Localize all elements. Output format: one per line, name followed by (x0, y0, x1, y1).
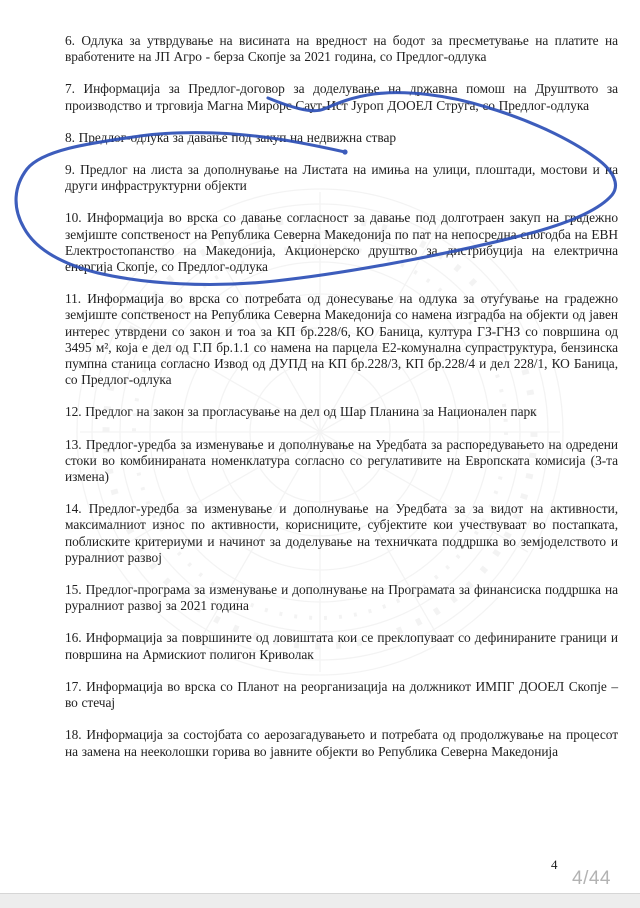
viewer-page-indicator: 4/44 (572, 868, 611, 889)
agenda-item-8: 8. Предлог-одлука за давање под закуп на недвижна ствар (65, 129, 396, 145)
viewer-bottom-strip (0, 893, 640, 908)
agenda-item-9: 9. Предлог на листа за дополнување на Листата на имиња на улици, плоштади, мостови и на други инфраструктурни објекти (65, 162, 618, 194)
agenda-item-18: 18. Информација за состојбата со аерозагадувањето и потребата од продолжување на процесот на замена на нееколошки горива во јавните објекти во Република Северна Македонија (65, 727, 618, 759)
agenda-item-7: 7. Информација за Предлог-договор за доделување на државна помош на Друштвото за производство и трговија Магна Мирорс Саут-Ист Јуроп ДООЕЛ Струга, со Предлог-одлука (65, 81, 618, 113)
agenda-item-15: 15. Предлог-програма за изменување и дополнување на Програмата за финансиска поддршка на руралниот развој за 2021 година (65, 582, 618, 614)
agenda-list (65, 33, 618, 776)
agenda-item-13: 13. Предлог-уредба за изменување и дополнување на Уредбата за распоредувањето на одредени стоки во комбинираната номенклатура согласно со регулативите на Европската комисија (3-та измена) (65, 436, 618, 485)
agenda-item-17: 17. Информација во врска со Планот на реорганизација на должникот ИМПГ ДООЕЛ Скопје – во стечај (65, 678, 618, 711)
agenda-item-6: 6. Одлука за утврдување на висината на вредност на бодот за пресметување на платите на вработените на ЈП Агро - берза Скопје за 2021 година, со Предлог-одлука (65, 33, 618, 65)
agenda-item-16: 16. Информација за површините од ловиштата кои се преклопуваат со дефинираните граници и површина на Армискиот полигон Криволак (65, 630, 618, 662)
agenda-item-12: 12. Предлог на закон за прогласување на дел од Шар Планина за Национален парк (65, 404, 537, 420)
page-number: 4 (551, 857, 558, 872)
agenda-item-14: 14. Предлог-уредба за изменување и дополнување на Уредбата за за видот на активности, максималниот износ по активности, корисниците, субјектите кои учествуваат во постапката, поблиските критериуми и начинот за доделување на техничката поддршка во земјоделството и руралниот развој (65, 501, 618, 565)
agenda-item-10: 10. Информација во врска со давање согласност за давање под долготраен закуп на градежно земјиште сопственост на Република Северна Македонија по пат на непосредна спогодба на ЕВН Електростопанство на Македонија, Акционерско друштво за дистрибуција на електрична енергија Скопје, со Предлог-одлука (65, 210, 618, 275)
agenda-item-11: 11. Информација во врска со потребата од донесување на одлука за отуѓување на градежно земјиште сопственост на Република Северна Македонија со намена изградба на објекти од јавен интерес утврдени со закон и тоа за КП бр.228/6, КО Баница, култура ГЗ-ГНЗ со површина од 3495 м², која е дел од Г.П бр.1.1 со намена на парцела Е2-комунална супраструктура, бензинска пумпна станица согласно Извод од ДУПД на КП бр.228/3, КП бр.228/4 и дел 228/1, КО Баница, со Предлог-одлука (65, 291, 618, 388)
